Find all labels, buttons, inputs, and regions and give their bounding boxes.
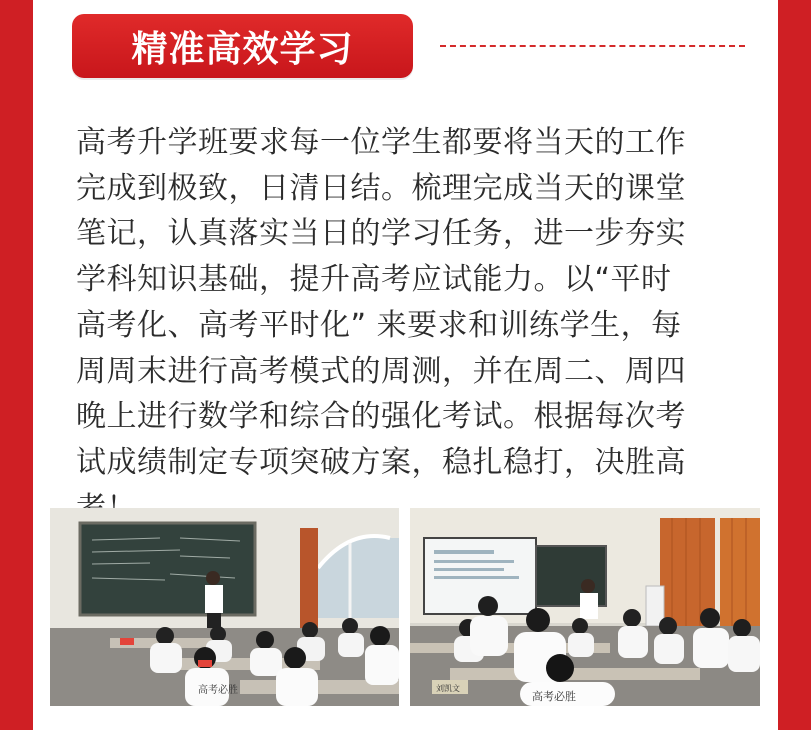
body-paragraph: 高考升学班要求每一位学生都要将当天的工作 完成到极致，日清日结。梳理完成当天的课堂 笔记，认真落实当日的学习任务，进一步夯实 学科知识基础，提升高考应试能力。以“平时 高考化、高考平时化” 来要求和训练学生，每 周周末进行高考模式的周测，并在周二、周四 晚上进行数学和综合的强化考试。根据每次考 试成绩制定专项突破方案，稳扎稳打，决胜高 <box>76 125 686 480</box>
shirt-text-left: 高考必胜 <box>198 685 238 696</box>
shirt-text-right: 高考必胜 <box>532 690 576 703</box>
classroom-photo-left-image <box>50 508 399 706</box>
title-divider <box>440 45 745 47</box>
classroom-photo-right <box>410 508 760 706</box>
classroom-photo-right-image <box>410 508 760 706</box>
section-title-badge <box>72 14 413 78</box>
desk-name-card: 刘凯文 <box>436 684 460 693</box>
classroom-photo-left <box>50 508 399 706</box>
section-title: 精准高效学习 <box>131 28 354 70</box>
